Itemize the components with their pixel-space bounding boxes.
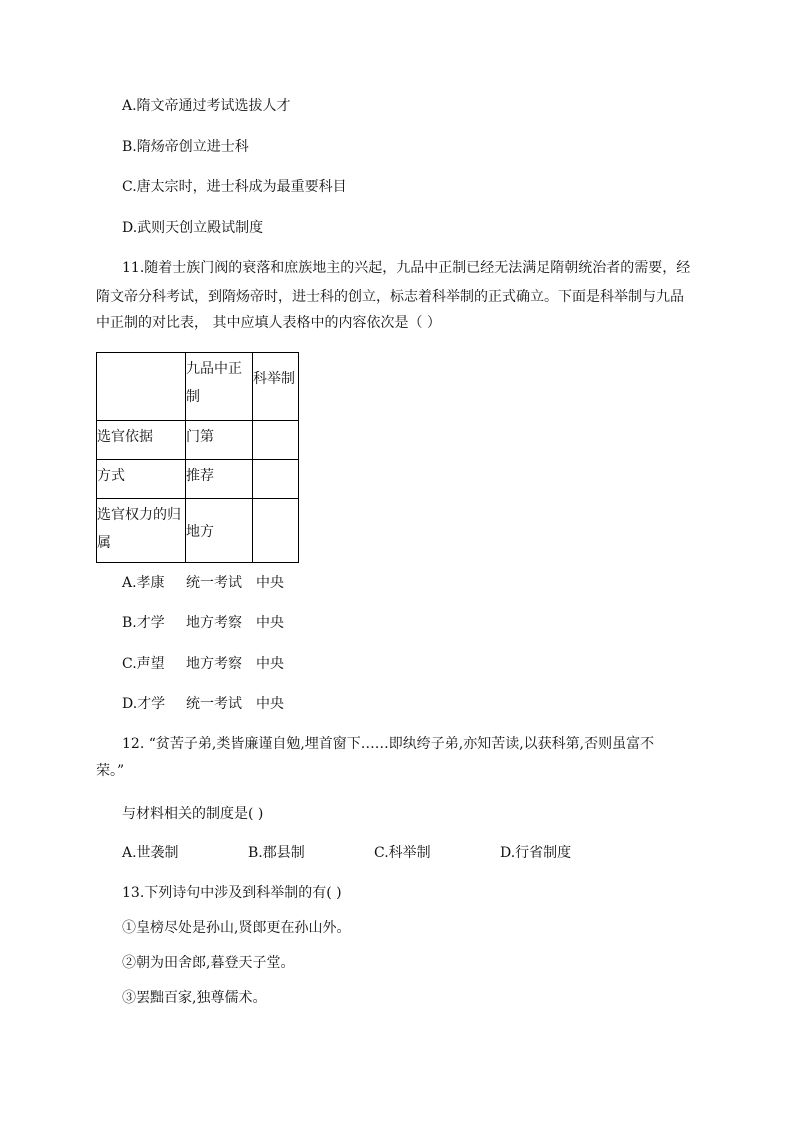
q12-question: 与材料相关的制度是( ) [122, 806, 264, 822]
q11-option-c [122, 654, 284, 674]
q12-option-a: A.世袭制 [122, 845, 179, 861]
table-header-jiupin: 九品中正制 [186, 353, 253, 421]
q11-option-b-col3: 中央 [256, 615, 284, 631]
q11-option-a-col3: 中央 [256, 575, 284, 591]
table-row [97, 499, 299, 563]
q11-stem-line1: 11.随着士族门阀的衰落和庶族地主的兴起，九品中正制已经无法满足隋朝统治者的需要，经 [122, 260, 691, 276]
q10-option-a: A.隋文帝通过考试选拔人才 [122, 98, 291, 114]
table-header-keju [253, 353, 299, 421]
q12-option-d: D.行省制度 [500, 845, 572, 861]
q12-option-c: C.科举制 [374, 845, 431, 861]
table-header-row [97, 353, 299, 421]
q11-option-c-col3: 中央 [256, 656, 284, 672]
comparison-table [96, 352, 299, 563]
q11-stem-line3: 中正制的对比表， 其中应填人表格中的内容依次是（ ） [96, 315, 441, 331]
table-cell: 门第 [186, 421, 253, 460]
q11-option-b [122, 613, 284, 633]
q13-item-3: ③罢黜百家,独尊儒术。 [122, 990, 267, 1006]
table-row [97, 421, 299, 460]
q13-item-1: ①皇榜尽处是孙山,贤郎更在孙山外。 [122, 920, 351, 936]
table-header-empty [97, 353, 186, 421]
table-cell-blank [253, 421, 299, 460]
q11-option-d-col3: 中央 [256, 696, 284, 712]
table-cell: 地方 [186, 499, 253, 563]
q11-option-a [122, 573, 284, 593]
q12-quote-line1: 12. “贫苦子弟,类皆廉谨自勉,埋首窗下……即纨绔子弟,亦知苦读,以获科第,否则虽富不 [122, 736, 655, 752]
table-header-keju-text: 科举制 [253, 371, 295, 387]
q11-stem-line2: 隋文帝分科考试，到隋炀帝时，进士科的创立，标志着科举制的正式确立。下面是科举制与九品 [96, 289, 684, 305]
q11-option-a-col1: A.孝康 [122, 575, 165, 591]
q11-option-b-col2: 地方考察 [186, 615, 242, 631]
q10-option-b: B.隋炀帝创立进士科 [122, 139, 249, 155]
q10-option-d: D.武则天创立殿试制度 [122, 220, 264, 236]
q11-option-b-col1: B.才学 [122, 615, 165, 631]
q12-quote-line2: 荣。” [96, 763, 125, 779]
q13-item-2: ②朝为田舍郎,暮登天子堂。 [122, 955, 295, 971]
table-cell-blank [253, 499, 299, 563]
q11-option-a-col2: 统一考试 [186, 575, 242, 591]
q11-option-c-col2: 地方考察 [186, 656, 242, 672]
q11-option-d-col2: 统一考试 [186, 696, 242, 712]
table-row-label: 选官权力的归属 [97, 499, 186, 563]
q11-option-d-col1: D.才学 [122, 696, 166, 712]
q12-option-b: B.郡县制 [248, 845, 305, 861]
table-row-label: 选官依据 [97, 421, 186, 460]
table-cell: 推荐 [186, 460, 253, 499]
q11-option-c-col1: C.声望 [122, 656, 165, 672]
q10-option-c: C.唐太宗时，进士科成为最重要科目 [122, 179, 347, 195]
table-cell-blank [253, 460, 299, 499]
q11-option-d [122, 694, 284, 714]
q13-stem: 13.下列诗句中涉及到科举制的有( ) [122, 885, 342, 901]
table-row-label: 方式 [97, 460, 186, 499]
table-row [97, 460, 299, 499]
